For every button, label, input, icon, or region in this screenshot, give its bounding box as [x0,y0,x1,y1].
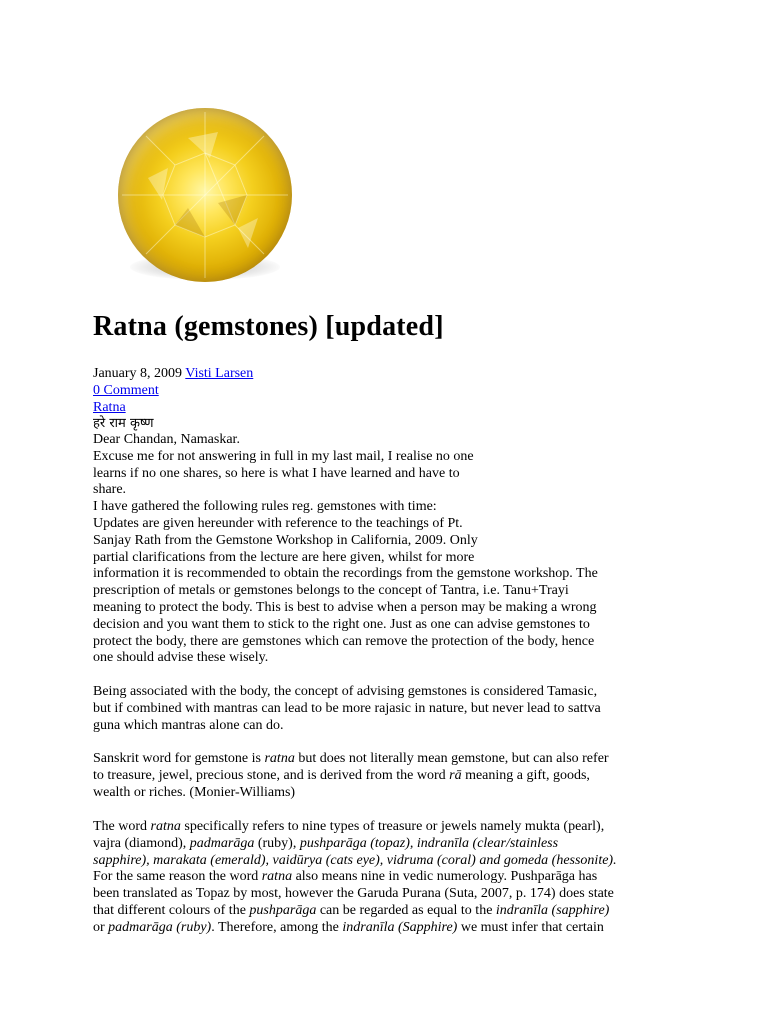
category-row [93,399,126,416]
text-line: been translated as Topaz by most, however the Garuda Purana (Suta, 2007, p. 174) does state [93,886,614,902]
text-line: meaning to protect the body. This is best to advise when a person may be making a wrong [93,599,597,615]
text-line: Being associated with the body, the concept of advising gemstones is considered Tamasic, [93,684,598,699]
comments-link[interactable]: 0 Comment [93,383,159,398]
text-line: Updates are given hereunder with reference to the teachings of Pt. [93,515,463,531]
text-line: learns if no one shares, so here is what I have learned and have to [93,465,460,481]
text-line: The word ratna specifically refers to nine types of treasure or jewels namely mukta (pearl), [93,819,605,834]
gemstone-image [112,104,298,290]
post-meta [93,365,253,382]
text-line: Dear Chandan, Namaskar. [93,432,240,447]
text-line: that different colours of the pushparāga can be regarded as equal to the indranīla (sapphire) [93,902,610,918]
text-line: decision and you want them to stick to the right one. Just as one can advise gemstones to [93,616,590,632]
text-line: guna which mantras alone can do. [93,717,284,733]
text-line: to treasure, jewel, precious stone, and is derived from the word rā meaning a gift, goods, [93,767,590,783]
devanagari-line: हरे राम कृष्ण [93,416,154,431]
text-line: Excuse me for not answering in full in my last mail, I realise no one [93,448,474,464]
author-link[interactable]: Visti Larsen [185,366,254,381]
text-line: share. [93,482,127,498]
post-date: January 8, 2009 [93,366,183,381]
paragraph-4 [93,819,617,937]
text-line: partial clarifications from the lecture are here given, whilst for more [93,549,475,565]
paragraph-2 [93,684,601,734]
post-title: Ratna (gemstones) [updated] [93,311,444,342]
category-link[interactable]: Ratna [93,400,126,415]
comments-row [93,382,159,399]
text-line: vajra (diamond), padmarāga (ruby), pushparāga (topaz), indranīla (clear/stainless [93,835,559,851]
text-line: prescription of metals or gemstones belongs to the concept of Tantra, i.e. Tanu+Trayi [93,583,569,599]
text-line: Sanjay Rath from the Gemstone Workshop in California, 2009. Only [93,532,478,548]
text-line: one should advise these wisely. [93,650,269,666]
intro-paragraph [93,432,598,667]
text-line: information it is recommended to obtain the recordings from the gemstone workshop. The [93,566,598,582]
text-line: or padmarāga (ruby). Therefore, among the indranīla (Sapphire) we must infer that certain [93,919,604,935]
text-line: wealth or riches. (Monier-Williams) [93,784,296,800]
text-line: For the same reason the word ratna also means nine in vedic numerology. Pushparāga has [93,869,598,885]
text-line: protect the body, there are gemstones which can remove the protection of the body, hence [93,633,595,649]
paragraph-3 [93,751,609,801]
text-line: but if combined with mantras can lead to be more rajasic in nature, but never lead to sattva [93,700,601,716]
text-line: Sanskrit word for gemstone is ratna but does not literally mean gemstone, but can also refer [93,751,609,766]
yellow-sapphire-gem [118,108,292,282]
text-line: sapphire), marakata (emerald), vaidūrya (cats eye), vidruma (coral) and gomeda (hessonite). [93,852,617,868]
text-line: I have gathered the following rules reg. gemstones with time: [93,499,437,515]
gem-facets [118,108,292,282]
